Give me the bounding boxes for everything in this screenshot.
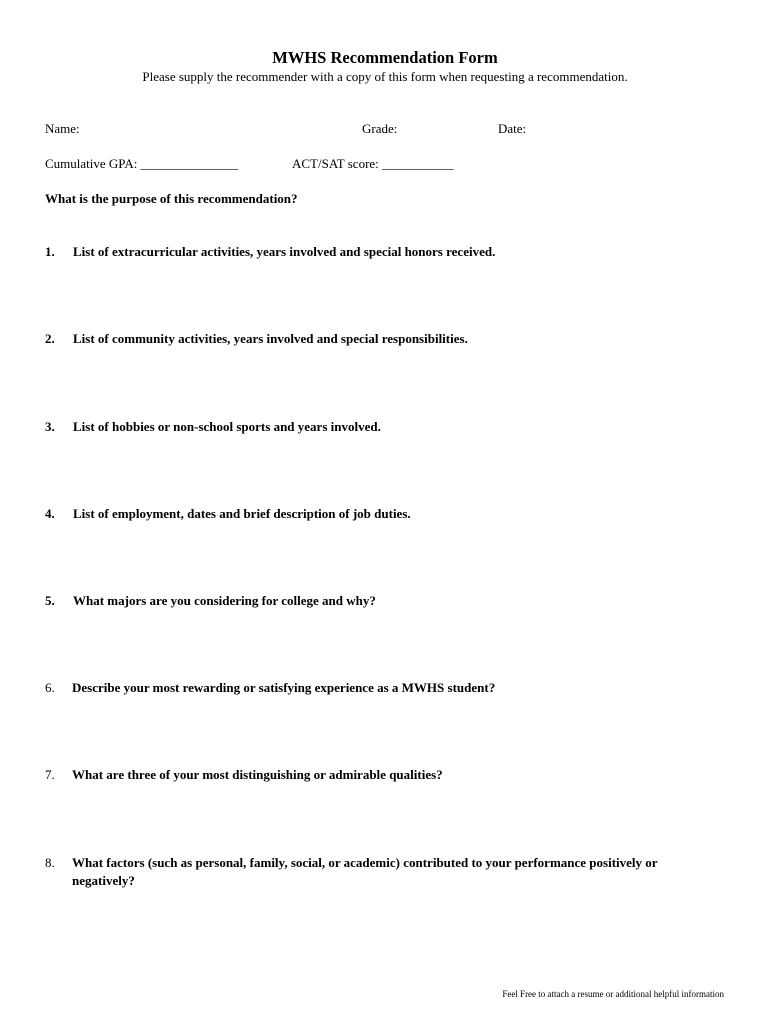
question-text: What factors (such as personal, family, social, or academic) contributed to your performance positively or negatively? (72, 855, 658, 888)
question-number: 6. (45, 680, 55, 695)
question-item (45, 766, 715, 784)
gpa-field-label: Cumulative GPA: _______________ (45, 156, 239, 171)
question-item (45, 854, 705, 890)
grade-field-label: Grade: (362, 121, 398, 136)
question-item (45, 330, 715, 348)
question-item (45, 679, 715, 697)
purpose-question: What is the purpose of this recommendation? (45, 191, 298, 206)
question-number: 1. (45, 244, 55, 259)
question-text: What majors are you considering for college and why? (73, 593, 376, 608)
question-text: Describe your most rewarding or satisfying experience as a MWHS student? (72, 680, 496, 695)
date-field-label: Date: (498, 121, 527, 136)
question-item (45, 418, 715, 436)
question-number: 2. (45, 331, 55, 346)
name-field-label: Name: (45, 121, 80, 136)
question-number: 3. (45, 419, 55, 434)
question-text: What are three of your most distinguishing or admirable qualities? (72, 767, 443, 782)
question-item (45, 243, 715, 261)
question-number: 7. (45, 767, 55, 782)
act-sat-field-label: ACT/SAT score: ___________ (292, 156, 454, 171)
question-item (45, 592, 715, 610)
form-title: MWHS Recommendation Form (272, 48, 498, 67)
form-subtitle: Please supply the recommender with a copy of this form when requesting a recommendation. (142, 69, 628, 84)
question-number: 8. (45, 855, 55, 870)
question-number: 4. (45, 506, 55, 521)
question-text: List of extracurricular activities, years involved and special honors received. (73, 244, 496, 259)
question-text: List of hobbies or non-school sports and years involved. (73, 419, 381, 434)
question-text: List of community activities, years involved and special responsibilities. (73, 331, 468, 346)
question-text: List of employment, dates and brief description of job duties. (73, 506, 411, 521)
footer-note: Feel Free to attach a resume or additional helpful information (502, 989, 724, 999)
question-item (45, 505, 715, 523)
question-number: 5. (45, 593, 55, 608)
